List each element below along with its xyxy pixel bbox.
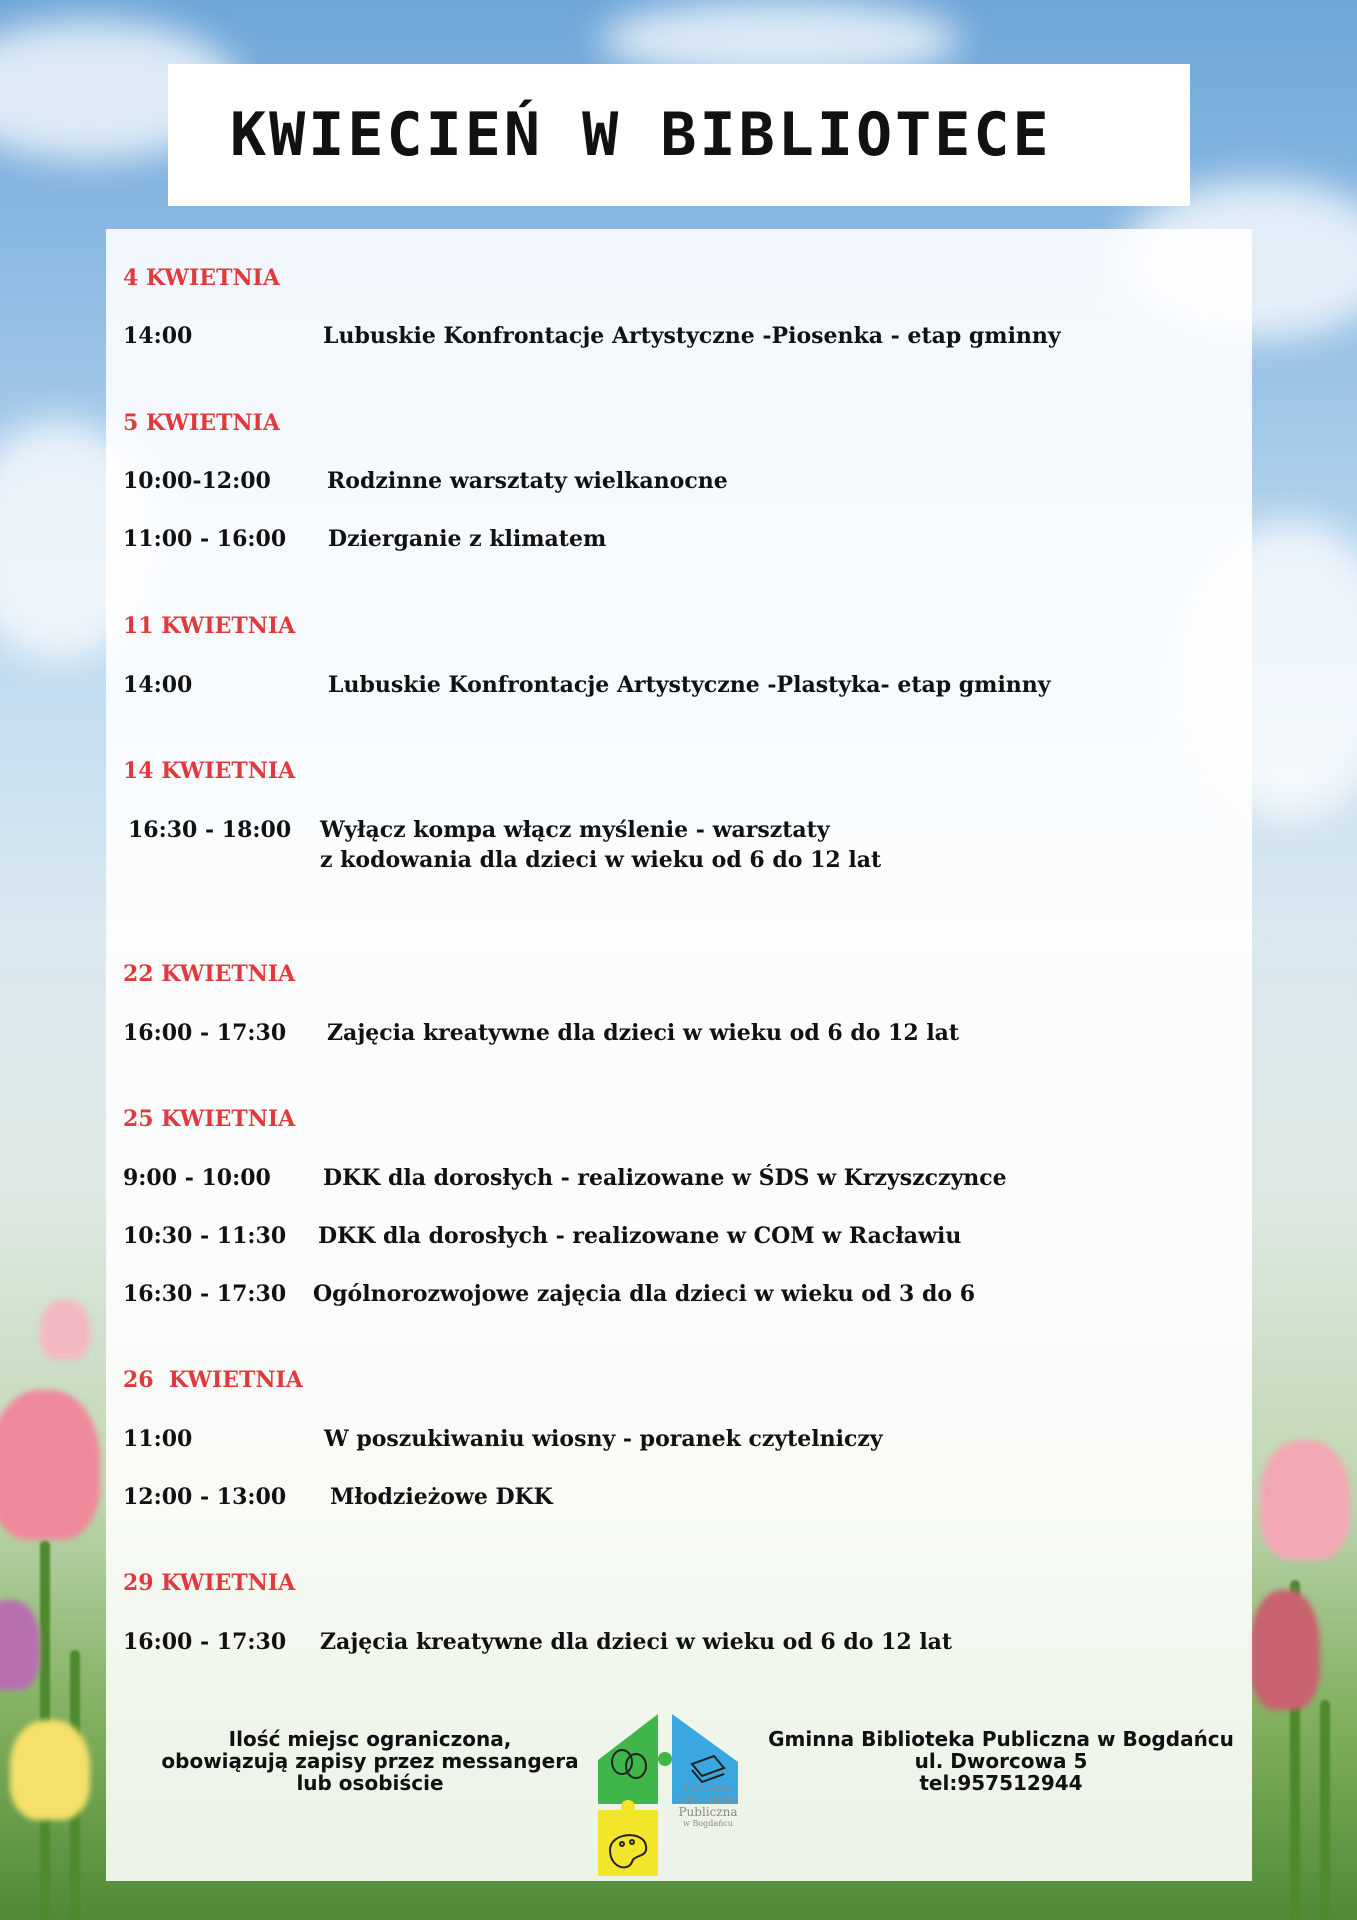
day-heading: 4 KWIETNIA [123, 265, 280, 291]
event-description: Rodzinne warsztaty wielkanocne [327, 468, 728, 494]
event-time: 10:00-12:00 [123, 468, 271, 494]
event-description: Zajęcia kreatywne dla dzieci w wieku od 6 do 12 lat [320, 1629, 953, 1655]
event-description: W poszukiwaniu wiosny - poranek czytelniczy [324, 1426, 883, 1452]
event-time: 12:00 - 13:00 [123, 1484, 287, 1510]
event-description: Wyłącz kompa włącz myślenie - warsztaty [320, 817, 830, 843]
event-description: DKK dla dorosłych - realizowane w COM w Racławiu [318, 1223, 962, 1249]
event-time: 11:00 - 16:00 [123, 526, 287, 552]
library-address: ul. Dworcowa 5 [914, 1749, 1088, 1773]
title-card [168, 64, 1190, 206]
event-description: DKK dla dorosłych - realizowane w ŚDS w Krzyszczynce [323, 1165, 1007, 1191]
event-description: Ogólnorozwojowe zajęcia dla dzieci w wieku od 3 do 6 [313, 1281, 976, 1307]
event-description-line-2: z kodowania dla dzieci w wieku od 6 do 12 lat [320, 847, 882, 873]
event-description: Lubuskie Konfrontacje Artystyczne -Plastyka- etap gminny [328, 672, 1051, 698]
logo-caption-line: Gminna [684, 1781, 732, 1795]
logo-puzzle-knob [621, 1800, 635, 1814]
event-description: Młodzieżowe DKK [330, 1484, 553, 1510]
day-heading: 11 KWIETNIA [123, 613, 296, 639]
event-time: 16:30 - 18:00 [128, 817, 292, 843]
day-heading: 26 KWIETNIA [123, 1367, 303, 1393]
library-name: Gminna Biblioteka Publiczna w Bogdańcu [768, 1727, 1234, 1751]
library-phone: tel:957512944 [919, 1771, 1083, 1795]
day-heading: 22 KWIETNIA [123, 961, 296, 987]
day-heading: 25 KWIETNIA [123, 1106, 296, 1132]
event-description: Lubuskie Konfrontacje Artystyczne -Piosenka - etap gminny [323, 323, 1061, 349]
event-description: Dzierganie z klimatem [328, 526, 607, 552]
signup-note [145, 1728, 595, 1794]
event-time: 16:30 - 17:30 [123, 1281, 287, 1307]
event-time: 11:00 [123, 1426, 193, 1452]
event-time: 16:00 - 17:30 [123, 1020, 287, 1046]
event-description: Zajęcia kreatywne dla dzieci w wieku od 6 do 12 lat [327, 1020, 960, 1046]
signup-note-line: Ilość miejsc ograniczona, [228, 1727, 512, 1751]
logo-puzzle-knob [658, 1752, 672, 1766]
event-time: 16:00 - 17:30 [123, 1629, 287, 1655]
page-title: KWIECIEŃ W BIBLIOTECE [230, 100, 1052, 170]
event-time: 10:30 - 11:30 [123, 1223, 287, 1249]
day-heading: 14 KWIETNIA [123, 758, 296, 784]
event-time: 9:00 - 10:00 [123, 1165, 271, 1191]
logo-caption [670, 1782, 746, 1830]
library-contact [750, 1728, 1252, 1794]
event-time: 14:00 [123, 323, 193, 349]
logo-caption-line: Publiczna [678, 1805, 738, 1819]
signup-note-line: lub osobiście [296, 1771, 444, 1795]
day-heading: 29 KWIETNIA [123, 1570, 296, 1596]
logo-caption-line: Biblioteka [677, 1793, 739, 1807]
logo-caption-line: w Bogdańcu [683, 1819, 733, 1828]
signup-note-line: obowiązują zapisy przez messangera [161, 1749, 579, 1773]
event-time: 14:00 [123, 672, 193, 698]
day-heading: 5 KWIETNIA [123, 410, 280, 436]
